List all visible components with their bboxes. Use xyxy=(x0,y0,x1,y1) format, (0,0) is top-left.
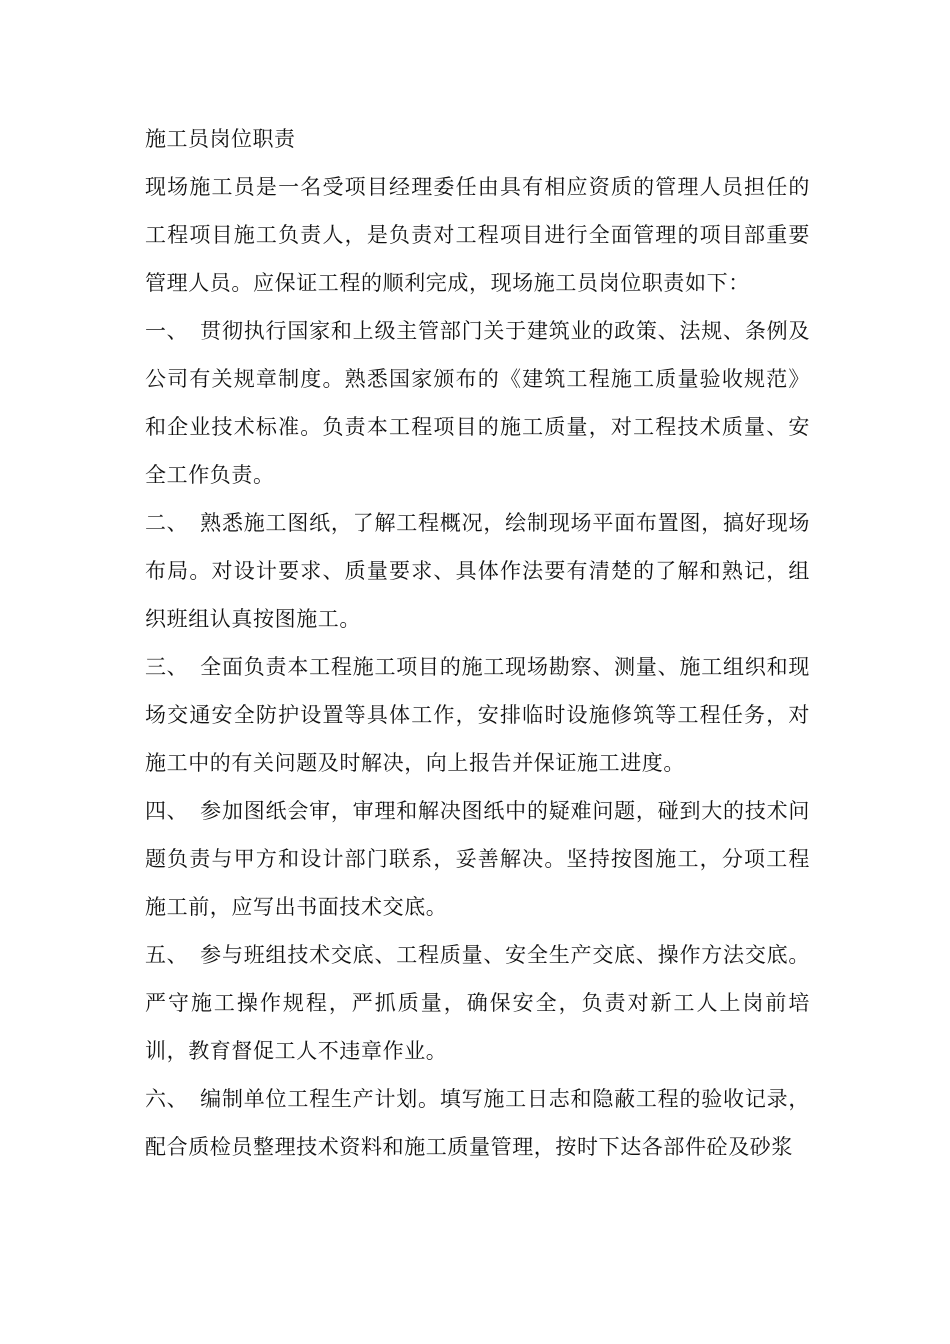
duty-item-text: 参加图纸会审，审理和解决图纸中的疑难问题，碰到大的技术问题负责与甲方和设计部门联系，妥善解决。坚持按图施工，分项工程施工前，应写出书面技术交底。 xyxy=(145,799,810,919)
duty-item-number: 二、 xyxy=(145,511,189,535)
document-title: 施工员岗位职责 xyxy=(145,127,296,151)
duty-item-2 xyxy=(145,499,810,643)
duty-item-number: 四、 xyxy=(145,799,189,823)
duty-item-number: 六、 xyxy=(145,1087,189,1111)
duty-item-6 xyxy=(145,1075,810,1171)
intro-paragraph: 现场施工员是一名受项目经理委任由具有相应资质的管理人员担任的工程项目施工负责人，是负责对工程项目进行全面管理的项目部重要管理人员。应保证工程的顺利完成，现场施工员岗位职责如下： xyxy=(145,175,810,295)
duty-item-3 xyxy=(145,643,810,787)
duty-item-4 xyxy=(145,787,810,931)
duty-item-5 xyxy=(145,931,810,1075)
duty-item-text: 参与班组技术交底、工程质量、安全生产交底、操作方法交底。严守施工操作规程，严抓质量，确保安全，负责对新工人上岗前培训，教育督促工人不违章作业。 xyxy=(145,943,810,1063)
document-body xyxy=(145,115,810,1171)
duty-item-text: 熟悉施工图纸，了解工程概况，绘制现场平面布置图，搞好现场布局。对设计要求、质量要求、具体作法要有清楚的了解和熟记，组织班组认真按图施工。 xyxy=(145,511,810,631)
duty-item-text: 贯彻执行国家和上级主管部门关于建筑业的政策、法规、条例及公司有关规章制度。熟悉国家颁布的《建筑工程施工质量验收规范》和企业技术标准。负责本工程项目的施工质量，对工程技术质量、安全工作负责。 xyxy=(145,319,810,487)
duty-item-number: 一、 xyxy=(145,319,189,343)
duty-item-number: 三、 xyxy=(145,655,189,679)
duty-item-text: 编制单位工程生产计划。填写施工日志和隐蔽工程的验收记录，配合质检员整理技术资料和施工质量管理，按时下达各部件砼及砂浆 xyxy=(145,1087,810,1159)
duty-item-text: 全面负责本工程施工项目的施工现场勘察、测量、施工组织和现场交通安全防护设置等具体工作，安排临时设施修筑等工程任务，对施工中的有关问题及时解决，向上报告并保证施工进度。 xyxy=(145,655,810,775)
duty-item-number: 五、 xyxy=(145,943,189,967)
duty-item-1 xyxy=(145,307,810,499)
